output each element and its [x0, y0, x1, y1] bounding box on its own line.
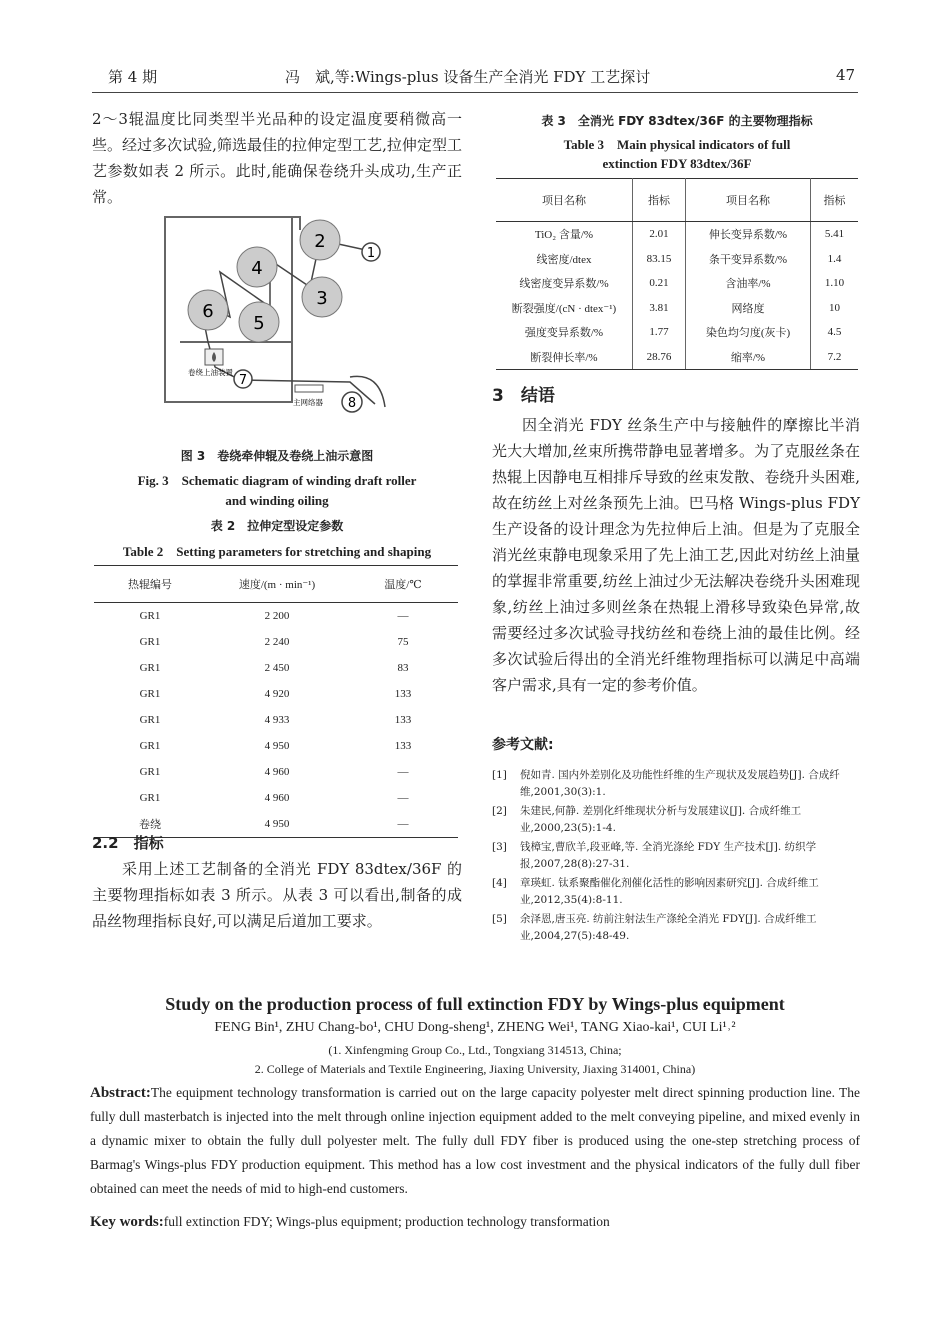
english-authors: FENG Bin¹, ZHU Chang-bo¹, CHU Dong-sheng¹, ZHENG Wei¹, TANG Xiao-kai¹, CUI Li¹˒²: [214, 1020, 736, 1035]
reference-item: [2] 朱建民,何静. 差别化纤维现状分析与发展建议[J]. 合成纤维工业,2000,23(5):1-4.: [492, 805, 802, 834]
english-title: Study on the production process of full extinction FDY by Wings-plus equipment: [165, 994, 785, 1014]
intro-paragraph: 2～3辊温度比同类型半光品种的设定温度要稍微高一些。经过多次试验,筛选最佳的拉伸定型工艺,拉伸定型工艺参数如表 2 所示。此时,能确保卷绕升头成功,生产正常。: [92, 110, 462, 206]
keywords-text: full extinction FDY; Wings-plus equipment; production technology transformation: [163, 1214, 610, 1229]
section-2-2-heading: 2.2 指标: [92, 834, 164, 852]
table2-caption-cn: 表 2 拉伸定型设定参数: [210, 519, 344, 533]
reference-item: [3] 钱樟宝,曹欣羊,段亚峰,等. 全消光涤纶 FDY 生产技术[J]. 纺织学报,2007,28(8):27-31.: [492, 841, 817, 870]
table-header: 指标: [633, 179, 686, 222]
table-row: GR1 2 200 —: [139, 610, 409, 622]
roller-4: [237, 247, 277, 287]
roller-7: [234, 370, 252, 388]
interlacer-label: 主网络器: [293, 398, 323, 407]
fig3-caption-cn: 图 3 卷绕牵伸辊及卷绕上油示意图: [180, 449, 374, 463]
fig3-caption-en-1: Fig. 3 Schematic diagram of winding draft roller: [137, 473, 417, 488]
affiliation-1: (1. Xinfengming Group Co., Ltd., Tongxiang 314513, China;: [328, 1043, 622, 1057]
svg-text:4: 4: [251, 258, 263, 279]
table-header: 速度/(m · min⁻¹): [206, 566, 348, 603]
table3-caption-en-2: extinction FDY 83dtex/36F: [602, 156, 752, 171]
svg-text:3: 3: [316, 288, 328, 309]
table-row: GR1 4 960 —: [139, 766, 409, 778]
table-row: GR1 4 960 —: [139, 792, 409, 804]
svg-text:8: 8: [347, 396, 357, 411]
svg-text:2: 2: [314, 231, 326, 252]
main-interlacer: [295, 385, 323, 392]
oiling-device-label: 卷绕上油装置: [188, 368, 233, 377]
keywords-label: Key words:: [90, 1214, 164, 1230]
reference-item: [4] 章瑛虹. 钛系聚酯催化剂催化活性的影响因素研究[J]. 合成纤维工业,2012,35(4):8-11.: [492, 877, 819, 906]
roller-6: [188, 290, 228, 330]
english-abstract: [90, 1081, 860, 1201]
references-heading: 参考文献:: [492, 737, 554, 753]
table-row: GR1 4 920 133: [139, 688, 412, 700]
table-row: 强度变异系数/% 1.77 染色均匀度(灰卡) 4.5: [496, 320, 858, 345]
table-row: 线密度/dtex 83.15 条干变异系数/% 1.4: [496, 247, 858, 272]
reference-item: [5] 余泽恩,唐玉亮. 纺前注射法生产涤纶全消光 FDY[J]. 合成纤维工业,2004,27(5):48-49.: [492, 913, 817, 942]
table-row: TiO₂ 含量/% 2.01 伸长变异系数/% 5.41: [496, 222, 858, 247]
svg-text:7: 7: [238, 373, 248, 388]
references-list: [492, 767, 860, 947]
table-row: 线密度变异系数/% 0.21 含油率/% 1.10: [496, 271, 858, 296]
section-3-heading: 3 结语: [492, 386, 555, 406]
fig3-caption-en-2: and winding oiling: [225, 493, 329, 508]
table2-caption-en: Table 2 Setting parameters for stretching and shaping: [122, 544, 432, 559]
roller-5: [239, 302, 279, 342]
table-row: GR1 2 240 75: [139, 636, 409, 648]
table-row: 断裂强度/(cN · dtex⁻¹) 3.81 网络度 10: [496, 296, 858, 321]
table-row: GR1 4 950 133: [139, 740, 412, 752]
table2: [94, 565, 458, 838]
roller-3: [302, 277, 342, 317]
roller-2: [300, 220, 340, 260]
table-row: GR1 2 450 83: [139, 662, 409, 674]
svg-text:1: 1: [366, 246, 376, 261]
table-header: 热辊编号: [94, 566, 206, 603]
section-3-text: 因全消光 FDY 丝条生产中与接触件的摩擦比半消光大大增加,丝束所携带静电显著增多。为了克服丝条在热辊上因静电互相排斥导致的丝束发散、卷绕升头困难,故在纺丝上对丝条预先上油。巴马格 Wings-plus FDY 生产设备的设计理念为先拉伸后上油。但是为了克服全消光丝束静电现象采用了先上油工艺,因此对纺丝上油量的掌握非常重要,纺丝上油过少无法解决卷绕升头困难现象,纺丝上油过多则丝条在热辊上滑移导致染色异常,故需要经过多次试验寻找纺丝和卷绕上油的最佳比例。经多次试验后得出的全消光纤维物理指标可以满足中高端客户需求,具有一定的参考价值。: [492, 416, 860, 694]
abstract-text: The equipment technology transformation is carried out on the large capacity polyester melt direct spinning production line. The fully dull masterbatch is injected into the melt through online injection equipment added to the melt conveying pipeline, and mixed evenly in a dynamic mixer to obtain the fully dull polyester melt. The fully dull FDY fiber is produced using the one-step stretching process of Barmag's Wings-plus FDY production equipment. This method has a low cost investment and the physical indicators of the fully dull fiber obtained can meet the needs of mid to high-end customers.: [90, 1085, 860, 1196]
svg-text:6: 6: [202, 301, 214, 322]
running-title: 冯 斌,等:Wings-plus 设备生产全消光 FDY 工艺探讨: [285, 68, 651, 86]
table-header: 指标: [811, 179, 859, 222]
table3-caption-en-1: Table 3 Main physical indicators of full: [563, 137, 791, 152]
winding-diagram-figure: [160, 212, 400, 427]
table-row: GR1 4 933 133: [139, 714, 412, 726]
roller-8: [342, 392, 362, 412]
table-header: 项目名称: [496, 179, 633, 222]
roller-1: [362, 243, 380, 261]
section-2-2-text: 采用上述工艺制备的全消光 FDY 83dtex/36F 的主要物理指标如表 3 所示。从表 3 可以看出,制备的成品丝物理指标良好,可以满足后道加工要求。: [92, 860, 462, 930]
table3-caption-cn: 表 3 全消光 FDY 83dtex/36F 的主要物理指标: [541, 114, 813, 128]
header-rule: [92, 92, 858, 93]
table-row: 卷绕 4 950 —: [94, 811, 458, 838]
reference-item: [1] 倪如青. 国内外差别化及功能性纤维的生产现状及发展趋势[J]. 合成纤维,2001,30(3):1.: [492, 769, 840, 798]
table-header: 温度/℃: [348, 566, 458, 603]
page-number: 47: [836, 66, 856, 84]
english-keywords: [90, 1214, 860, 1231]
table3: [496, 178, 858, 370]
table-row: 断裂伸长率/% 28.76 缩率/% 7.2: [496, 345, 858, 370]
table-header: 项目名称: [686, 179, 811, 222]
affiliation-2: 2. College of Materials and Textile Engineering, Jiaxing University, Jiaxing 314001, China): [254, 1062, 696, 1076]
journal-issue: 第 4 期: [108, 68, 158, 86]
abstract-label: Abstract:: [90, 1085, 151, 1101]
svg-text:5: 5: [253, 313, 265, 334]
